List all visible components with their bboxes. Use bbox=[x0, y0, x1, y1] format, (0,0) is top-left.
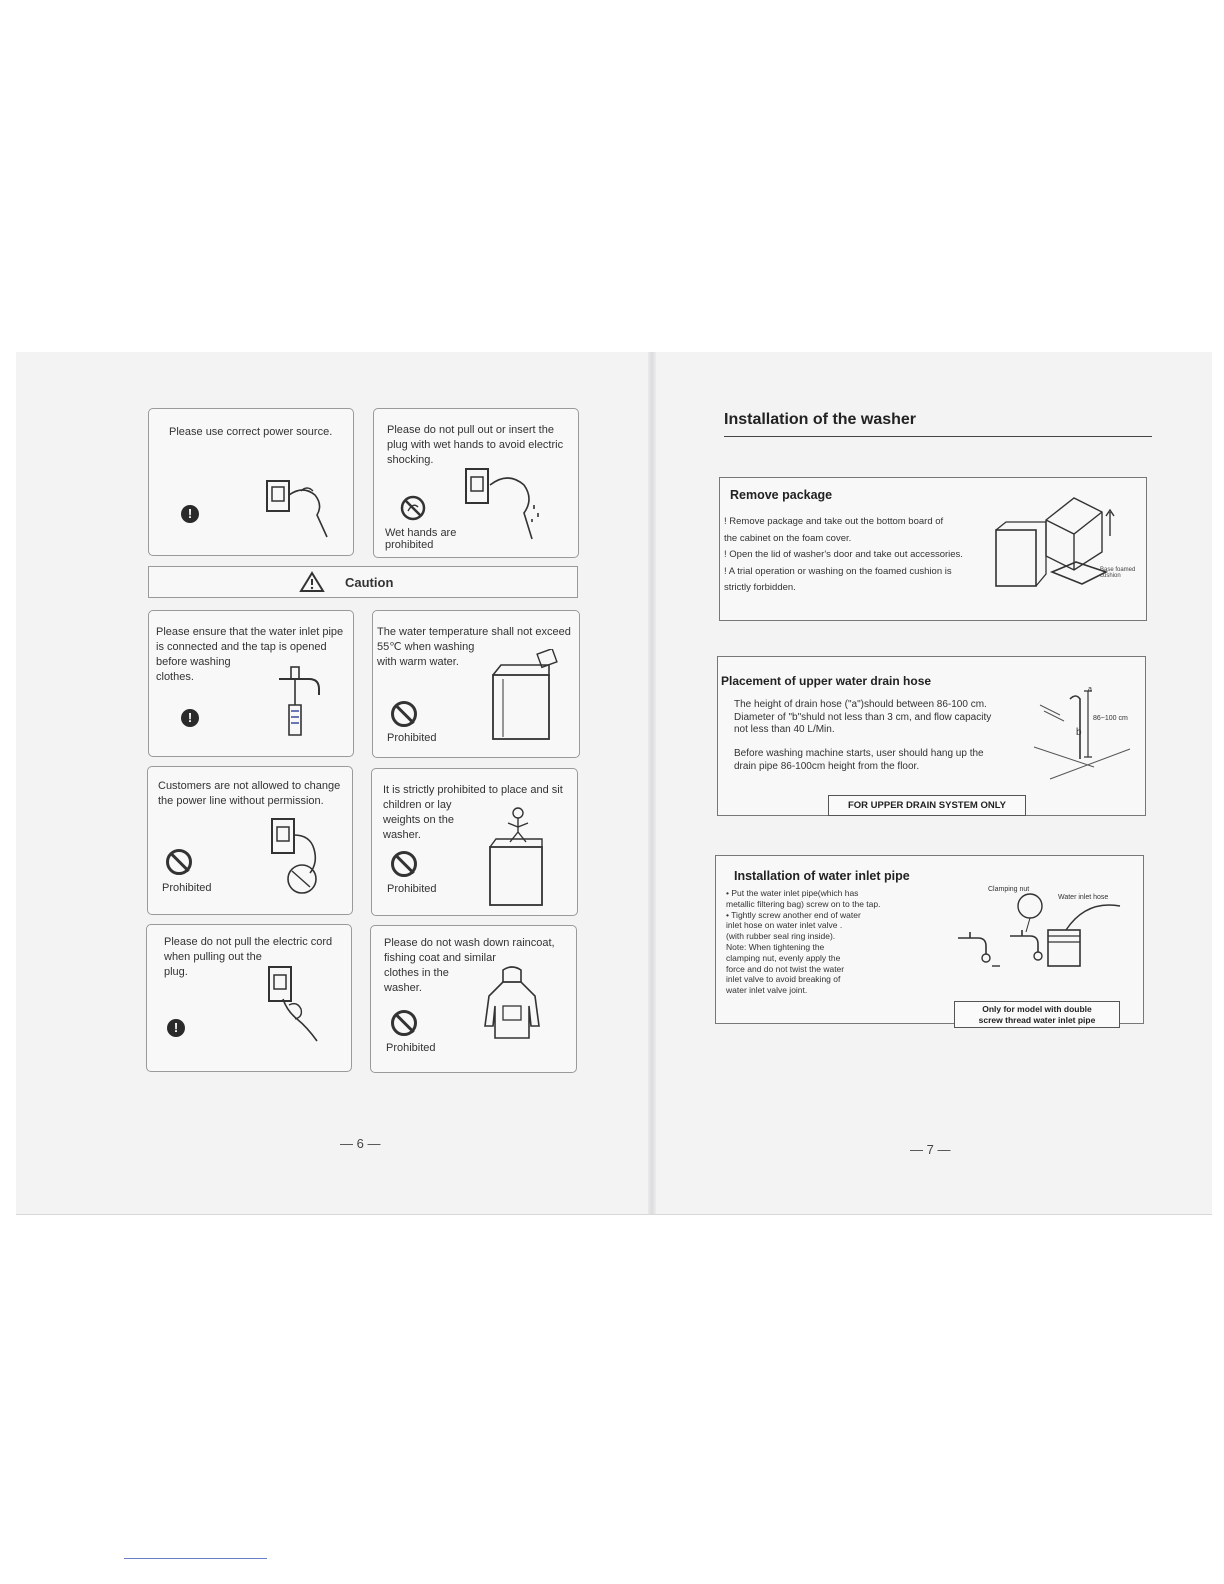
inlet-pipe-section bbox=[715, 855, 1144, 1024]
prohibited-icon bbox=[391, 851, 417, 877]
safety-card-power-line bbox=[147, 766, 353, 915]
card-caption: Prohibited bbox=[162, 882, 212, 894]
wet-hands-prohibited-icon bbox=[400, 495, 426, 521]
inlet-pipe-diagram bbox=[948, 888, 1138, 972]
page-number-right: — 7 — bbox=[910, 1142, 951, 1157]
safety-card-raincoat bbox=[370, 925, 577, 1073]
card-text: Please ensure that the water inlet pipe is connected and the tap is opened before washing clothes. bbox=[156, 626, 344, 683]
safety-card-pull-cord bbox=[146, 924, 352, 1072]
diagram-label-a: a bbox=[1088, 686, 1092, 693]
water-tap-icon bbox=[269, 659, 339, 743]
prohibited-icon bbox=[166, 849, 192, 875]
section-text: • Put the water inlet pipe(which has metallic filtering bag) screw on to the tap. • Tightly screw another end of water inlet hose on water inlet valve . (with rubber seal ring inside). Note: When tightening the clamping nut, evenly apply the force and do not twist the water inlet valve to avoid breaking of water inlet valve joint. bbox=[726, 888, 881, 996]
upper-drain-tag: FOR UPPER DRAIN SYSTEM ONLY bbox=[828, 795, 1026, 816]
double-screw-thread-tag: Only for model with double screw thread water inlet pipe bbox=[954, 1001, 1120, 1028]
card-text: The water temperature shall not exceed 55℃ when washing with warm water. bbox=[377, 626, 571, 668]
card-text: Please do not pull the electric cord when pulling out the plug. bbox=[164, 936, 333, 978]
clamping-nut-label: Clamping nut bbox=[988, 886, 1030, 893]
power-outlet-plug-icon bbox=[462, 465, 552, 547]
diagram-label-height: 86~100 cm bbox=[1093, 715, 1128, 722]
card-caption: Prohibited bbox=[386, 1042, 436, 1054]
exclamation-icon: ! bbox=[181, 505, 199, 523]
water-inlet-hose-label: Water inlet hose bbox=[1058, 894, 1109, 901]
section-heading: Remove package bbox=[730, 488, 833, 502]
card-caption: Wet hands are prohibited bbox=[385, 527, 457, 551]
card-text: Please do not pull out or insert the plug with wet hands to avoid electric shocking. bbox=[387, 424, 564, 466]
warning-triangle-icon bbox=[299, 571, 325, 593]
section-text: The height of drain hose ("a")should between 86-100 cm. Diameter of "b"shuld not less than 3 cm, and flow capacity not less than 40 L/Min. bbox=[734, 699, 992, 735]
prohibited-icon bbox=[391, 701, 417, 727]
card-text: It is strictly prohibited to place and sit children or lay weights on the washer. bbox=[383, 784, 563, 841]
card-caption: Prohibited bbox=[387, 732, 437, 744]
prohibited-icon bbox=[391, 1010, 417, 1036]
safety-card-water-inlet bbox=[148, 610, 354, 757]
section-heading: Installation of water inlet pipe bbox=[734, 869, 910, 883]
card-text: Please do not wash down raincoat, fishing coat and similar clothes in the washer. bbox=[384, 937, 555, 994]
exclamation-icon: ! bbox=[181, 709, 199, 727]
drain-hose-height-diagram bbox=[1030, 687, 1142, 787]
booklet-spine bbox=[648, 352, 656, 1214]
card-caption: Prohibited bbox=[387, 883, 437, 895]
power-outlet-cord-icon bbox=[268, 815, 338, 899]
card-text: Please use correct power source. bbox=[169, 426, 333, 438]
remove-package-section bbox=[719, 477, 1147, 621]
drain-hose-section bbox=[717, 656, 1146, 816]
caution-banner bbox=[148, 566, 578, 598]
washing-machine-icon bbox=[489, 649, 563, 745]
caution-label: Caution bbox=[345, 575, 394, 590]
card-text: Customers are not allowed to change the power line without permission. bbox=[158, 780, 341, 807]
raincoat-icon bbox=[481, 966, 543, 1046]
safety-card-power-source bbox=[148, 408, 354, 556]
safety-card-children bbox=[371, 768, 578, 916]
hand-pulling-plug-icon bbox=[265, 961, 335, 1051]
section-text: ! Remove package and take out the bottom board of the cabinet on the foam cover. ! Open the lid of washer's door and take out accessories. ! A trial operation or washing on the foamed cushion is strictly forbidden. bbox=[724, 516, 963, 593]
safety-card-water-temperature bbox=[372, 610, 580, 758]
safety-card-wet-hands bbox=[373, 408, 579, 558]
exclamation-icon: ! bbox=[167, 1019, 185, 1037]
child-on-washer-icon bbox=[484, 805, 556, 909]
section-heading: Placement of upper water drain hose bbox=[721, 674, 932, 688]
diagram-label-b: b bbox=[1076, 727, 1082, 738]
foam-cushion-label: Base foamed cushion bbox=[1100, 567, 1136, 579]
page-number-left: — 6 — bbox=[340, 1136, 381, 1151]
power-outlet-plug-icon bbox=[261, 469, 341, 539]
page-title: Installation of the washer bbox=[724, 411, 917, 428]
blue-underline-mark bbox=[124, 1558, 267, 1559]
title-rule bbox=[724, 436, 1152, 437]
section-text: Before washing machine starts, user should hang up the drain pipe 86-100cm height from the floor. bbox=[734, 748, 984, 772]
